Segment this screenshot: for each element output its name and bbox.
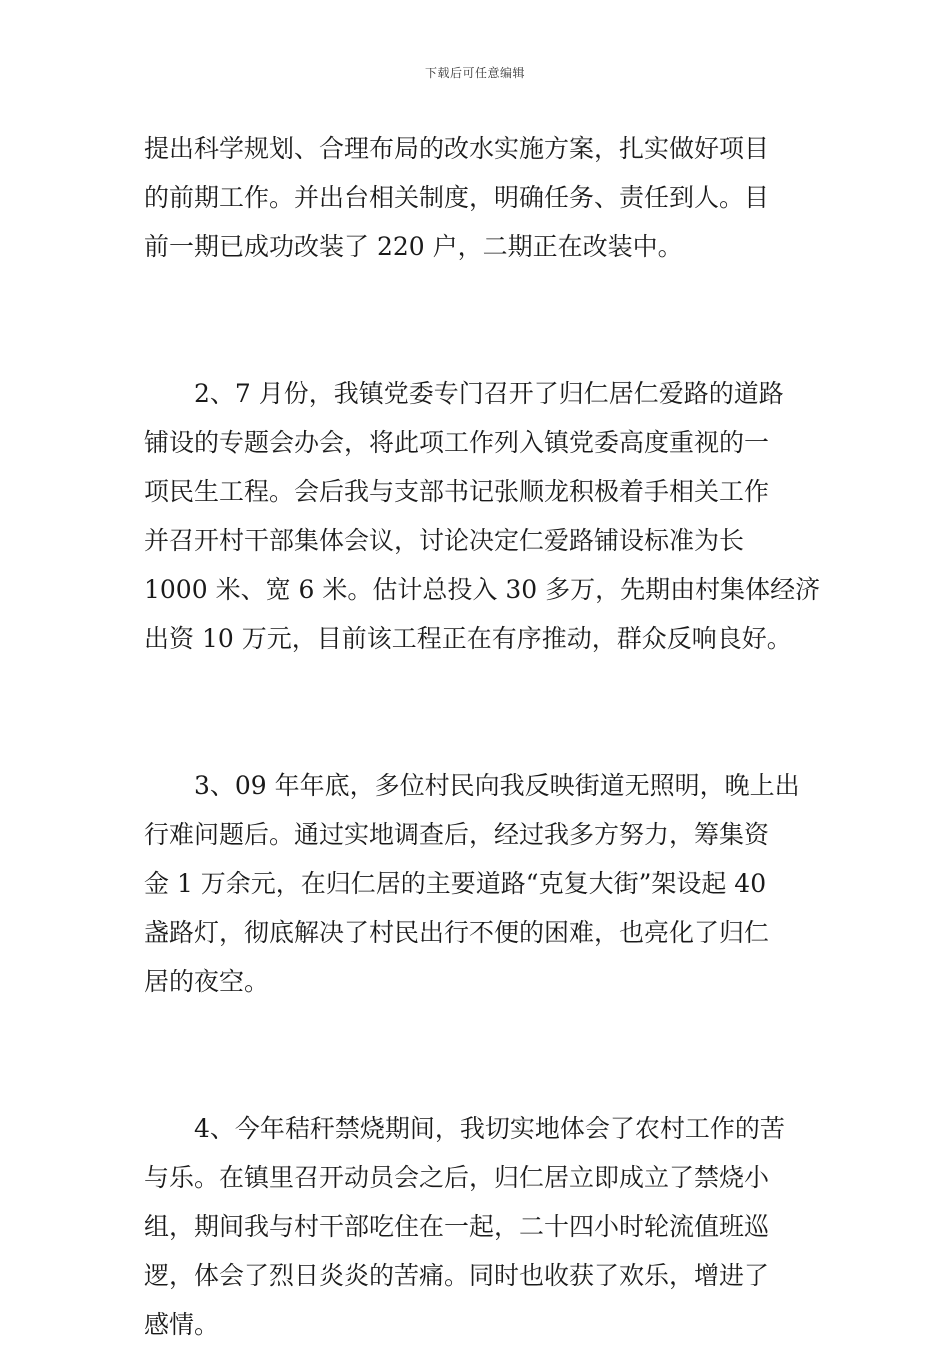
text-line: 3、09 年年底，多位村民向我反映街道无照明，晚上出	[194, 771, 800, 800]
text-line: 2、7 月份，我镇党委专门召开了归仁居仁爱路的道路	[194, 379, 784, 408]
text-line: 逻，体会了烈日炎炎的苦痛。同时也收获了欢乐，增进了	[144, 1261, 770, 1290]
paragraph-gap	[144, 663, 810, 712]
paragraph-gap	[144, 1006, 810, 1055]
text-line: 金 1 万余元，在归仁居的主要道路“克复大街”架设起 40	[144, 869, 767, 898]
paragraph-2	[144, 369, 821, 663]
header-text: 下载后可任意编辑	[424, 66, 525, 80]
text-line: 盏路灯，彻底解决了村民出行不便的困难，也亮化了归仁	[144, 918, 770, 947]
text-line: 项民生工程。会后我与支部书记张顺龙积极着手相关工作	[144, 477, 770, 506]
paragraph-gap	[144, 712, 810, 761]
text-line: 4、今年秸秆禁烧期间，我切实地体会了农村工作的苦	[194, 1114, 785, 1143]
text-line: 并召开村干部集体会议，讨论决定仁爱路铺设标准为长	[144, 526, 745, 555]
text-line: 提出科学规划、合理布局的改水实施方案，扎实做好项目	[144, 134, 770, 163]
text-line: 铺设的专题会办会，将此项工作列入镇党委高度重视的一	[144, 428, 770, 457]
text-line: 居的夜空。	[144, 967, 270, 996]
text-line: 的前期工作。并出台相关制度，明确任务、责任到人。目	[144, 183, 770, 212]
text-line: 行难问题后。通过实地调查后，经过我多方努力，筹集资	[144, 820, 770, 849]
paragraph-gap	[144, 1055, 810, 1104]
text-line: 组，期间我与村干部吃住在一起，二十四小时轮流值班巡	[144, 1212, 770, 1241]
document-body	[144, 124, 821, 1349]
paragraph-gap	[144, 271, 810, 320]
paragraph-gap	[144, 320, 810, 369]
text-line: 与乐。在镇里召开动员会之后，归仁居立即成立了禁烧小	[144, 1163, 770, 1192]
text-line: 出资 10 万元，目前该工程正在有序推动，群众反响良好。	[144, 624, 792, 653]
text-line: 1000 米、宽 6 米。估计总投入 30 多万，先期由村集体经济	[144, 575, 821, 604]
paragraph-4	[144, 1104, 810, 1349]
page-header	[0, 64, 950, 81]
paragraph-3	[144, 761, 810, 1006]
text-line: 前一期已成功改装了 220 户，二期正在改装中。	[144, 232, 683, 261]
text-line: 感情。	[144, 1310, 220, 1339]
paragraph-1	[144, 124, 810, 271]
